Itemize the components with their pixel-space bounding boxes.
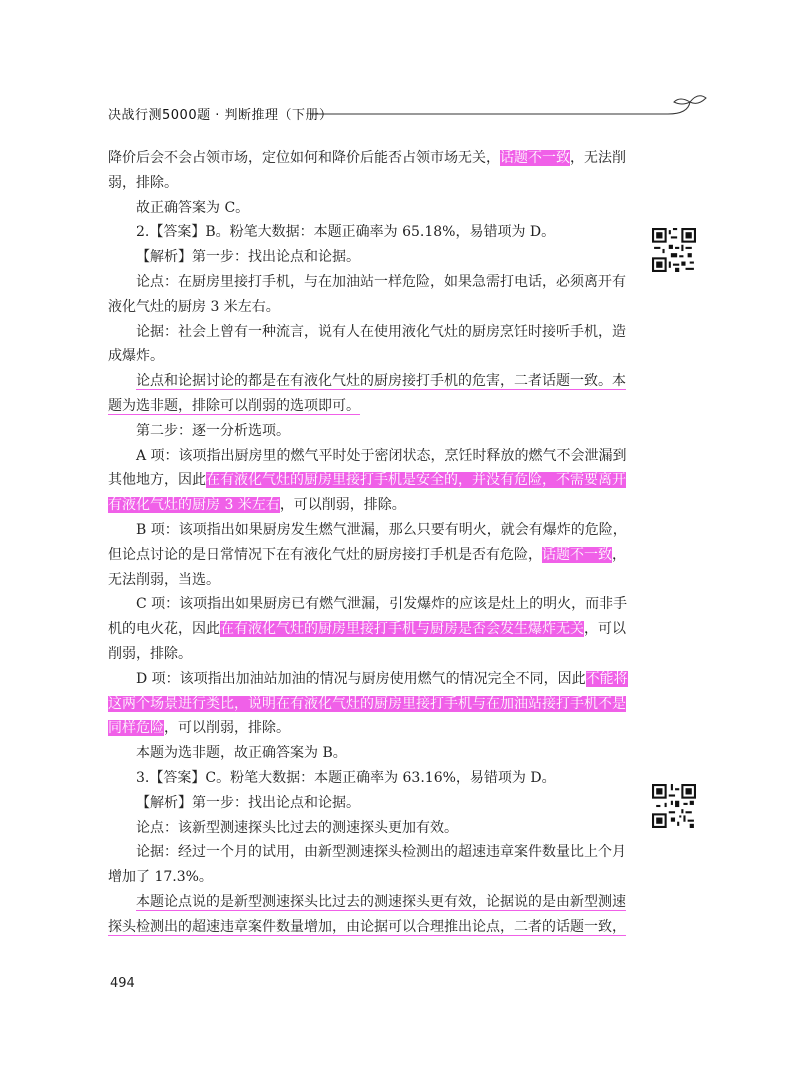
option-b: B 项：该项指出如果厨房发生燃气泄漏，那么只要有明火，就会有爆炸的危险，但论点讨论的是日常情况下在有液化气灶的厨房接打手机是否有危险，话题不一致，无法削弱，当选。 <box>108 521 627 588</box>
paragraph: 论据：经过一个月的试用，由新型测速探头检测出的超速违章案件数量比上个月增加了 17.3%。 <box>108 844 626 886</box>
highlight: 话题不一致 <box>500 150 570 166</box>
highlight: 不能将这两个场景进行类比，说明在有液化气灶的厨房里接打手机与在加油站接打手机不是同样危险 <box>108 670 628 737</box>
running-header <box>108 104 708 134</box>
paragraph: 降价后会不会占领市场，定位如何和降价后能否占领市场无关，话题不一致，无法削弱，排除。 <box>108 150 626 191</box>
paragraph: 论据：社会上曾有一种流言，说有人在使用液化气灶的厨房烹饪时接听手机，造成爆炸。 <box>108 323 626 365</box>
highlight: 话题不一致 <box>542 546 612 563</box>
book-title: 决战行测5000题 · 判断推理（下册） <box>108 108 333 123</box>
analysis-heading: 【解析】第一步：找出论点和论据。 <box>136 249 360 266</box>
answer-line: 2.【答案】B。粉笔大数据：本题正确率为 65.18%，易错项为 D。 <box>136 224 556 241</box>
underline-text: 本题论点说的是新型测速探头比过去的测速探头更有效，论据说的是由新型测速探头检测出的超速违章案件数量增加，由论据可以合理推出论点，二者的话题一致， <box>108 893 626 935</box>
qr-code-icon <box>652 228 696 272</box>
highlight: 在有液化气灶的厨房里接打手机是安全的，并没有危险，不需要离开有液化气灶的厨房 3 米左右 <box>108 472 626 514</box>
paragraph: 本题为选非题，故正确答案为 B。 <box>136 745 347 762</box>
paragraph: 第二步：逐一分析选项。 <box>136 422 290 439</box>
option-a: A 项：该项指出厨房里的燃气平时处于密闭状态，烹饪时释放的燃气不会泄漏到其他地方，因此在有液化气灶的厨房里接打手机是安全的，并没有危险，不需要离开有液化气灶的厨房 3 米左右，可以削弱，排除。 <box>108 447 627 514</box>
answer-line: 3.【答案】C。粉笔大数据：本题正确率为 63.16%，易错项为 D。 <box>136 769 556 786</box>
qr-code-icon <box>652 784 696 828</box>
paragraph <box>108 369 628 419</box>
paragraph: 论点：在厨房里接打手机，与在加油站一样危险，如果急需打电话，必须离开有液化气灶的厨房 3 米左右。 <box>108 273 626 315</box>
page-number: 494 <box>110 976 135 991</box>
option-d: D 项：该项指出加油站加油的情况与厨房使用燃气的情况完全不同，因此不能将这两个场景进行类比，说明在有液化气灶的厨房里接打手机与在加油站接打手机不是同样危险，可以削弱，排除。 <box>108 670 628 737</box>
option-c: C 项：该项指出如果厨房已有燃气泄漏，引发爆炸的应该是灶上的明火，而非手机的电火花，因此在有液化气灶的厨房里接打手机与厨房是否会发生爆炸无关，可以削弱，排除。 <box>108 596 628 662</box>
highlight: 在有液化气灶的厨房里接打手机与厨房是否会发生爆炸无关 <box>220 621 584 638</box>
page-body <box>108 146 628 940</box>
underline-text: 论点和论据讨论的都是在有液化气灶的厨房接打手机的危害，二者话题一致。本题为选非题，排除可以削弱的选项即可。 <box>108 373 626 414</box>
paragraph: 故正确答案为 C。 <box>136 199 250 216</box>
paragraph <box>108 890 628 940</box>
analysis-heading: 【解析】第一步：找出论点和论据。 <box>136 794 360 811</box>
paragraph: 论点：该新型测速探头比过去的测速探头更加有效。 <box>136 819 458 836</box>
